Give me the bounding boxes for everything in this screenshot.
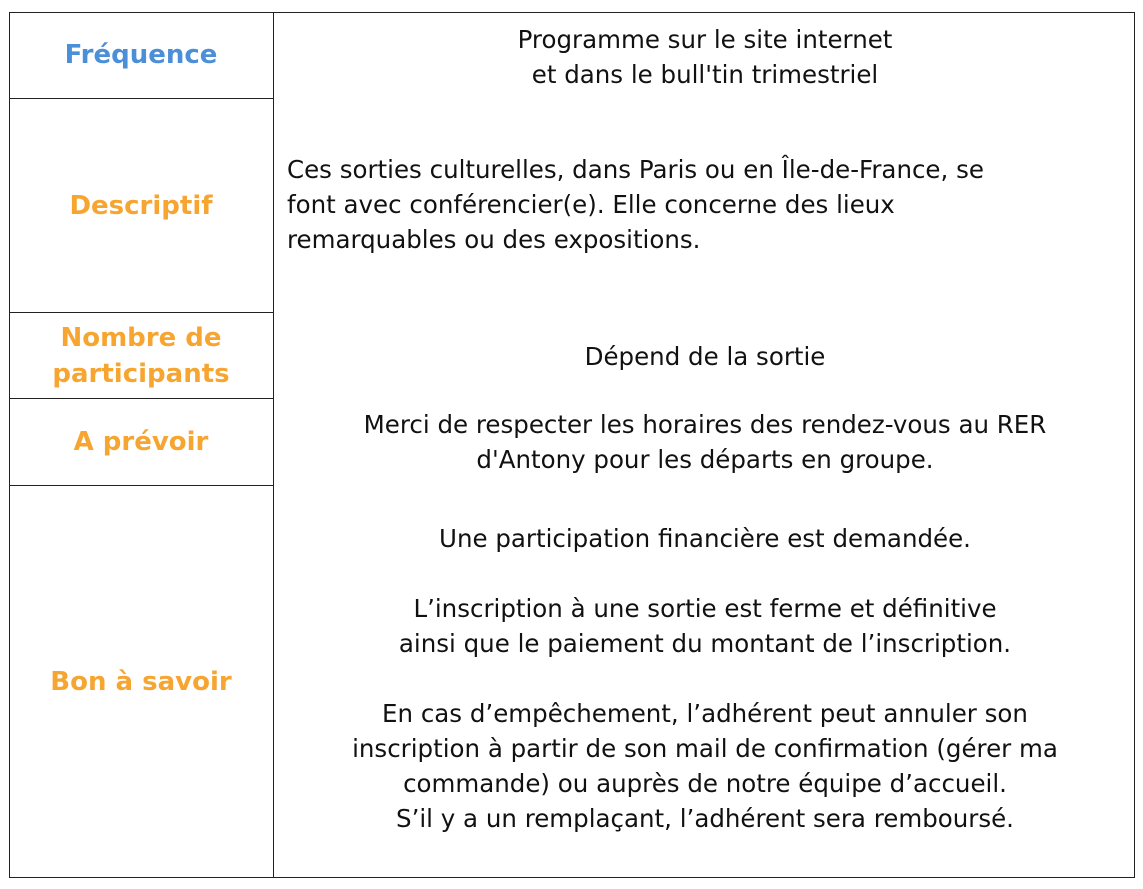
label-frequence: Fréquence	[64, 40, 218, 70]
label-a-prevoir: A prévoir	[73, 427, 209, 457]
label-descriptif: Descriptif	[69, 190, 213, 221]
label-nombre-participants: Nombre de participants	[52, 322, 230, 389]
label-bon-a-savoir: Bon à savoir	[50, 667, 232, 697]
column-divider	[273, 12, 274, 878]
content-bon-a-savoir: Une participation financière est demandée. L’inscription à une sortie est ferme et définitive ainsi que le paiement du montant de l’inscription. En cas d’empêchement, l’adhérent peut annuler son inscription à partir de son mail de confirmation (gérer ma commande) ou auprès de notre équipe d’accueil. S’il y a un remplaçant, l’adhérent sera remboursé.	[352, 524, 1058, 833]
content-frequence: Programme sur le site internet et dans le bull'tin trimestriel	[517, 25, 893, 89]
content-nombre-participants: Dépend de la sortie	[584, 342, 826, 371]
content-a-prevoir: Merci de respecter les horaires des rendez-vous au RER d'Antony pour les départs en groupe.	[363, 410, 1047, 474]
content-descriptif: Ces sorties culturelles, dans Paris ou en Île-de-France, se font avec conférencier(e). Elle concerne des lieux remarquables ou des expositions.	[287, 155, 984, 254]
